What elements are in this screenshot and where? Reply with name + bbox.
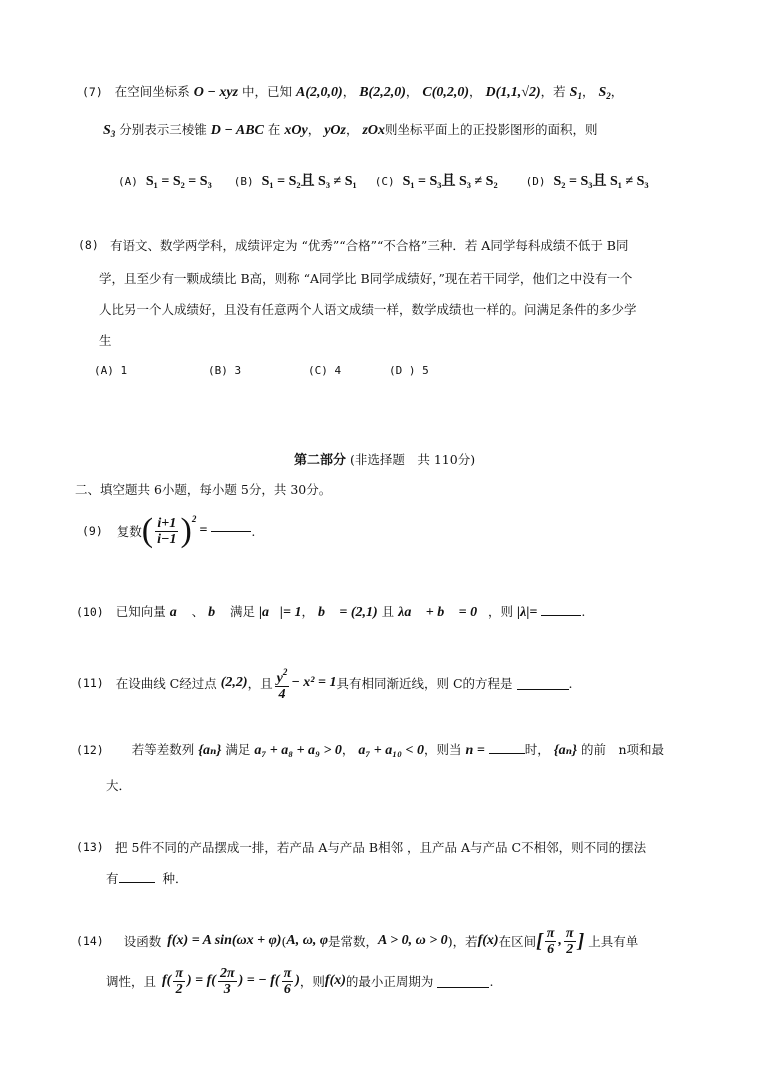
q11-text: ，且 <box>247 676 273 691</box>
q14-equation: f( $\frac{\pi}{2}$ ) = f( $\frac{2\pi}{3}$ ) = − f( $\frac{\pi}{6}$ ) <box>162 965 300 997</box>
q10-line <box>76 602 585 623</box>
q7-s3: $S_3$ <box>103 123 116 139</box>
q7-text: 在 <box>267 122 281 137</box>
q9-end: . <box>251 523 256 539</box>
q7-text: 分别表示三棱锥 <box>119 122 207 137</box>
q10-cond3: λa⃗ + b⃗ = 0⃗ <box>398 605 489 620</box>
q7-sep: ， <box>405 84 419 99</box>
q14-text: 的最小正周期为 <box>345 974 434 989</box>
q7-tetrahedron: D − ABC <box>210 123 264 138</box>
q7-sep: ， <box>345 122 359 137</box>
q8-line3: 人比另一个人成绩好，且没有任意两个人语文成绩一样，数学成绩也一样的。问满足条件的多少学 <box>99 302 637 317</box>
q9-equals: = <box>199 523 208 538</box>
q7-sep: ， <box>469 84 482 99</box>
q9-denominator: i−1 <box>157 531 177 547</box>
q12-text: 的前 n项和最 <box>580 742 664 757</box>
q14-text: 是常数， <box>328 934 379 949</box>
q12-text: ，则当 <box>424 742 462 757</box>
q7-sep: ， <box>307 122 321 137</box>
q7-point-b: B(2,2,0) <box>359 85 406 100</box>
q11-number: (11) <box>76 676 104 690</box>
q12-line2: 大． <box>106 778 132 793</box>
q11-end: . <box>568 675 573 691</box>
q12-cond1: a₇ + a₈ + a₉ > 0 <box>254 743 342 758</box>
q14-f: f(x) <box>324 973 346 988</box>
q8-number: (8) <box>78 238 99 252</box>
q7-sep: ， <box>581 84 595 99</box>
q7-line1 <box>82 82 623 106</box>
q11-answer-blank[interactable] <box>517 689 569 690</box>
q14-end: . <box>489 973 494 989</box>
part2-subtitle: (非选择题 共 110分) <box>350 452 476 467</box>
q12-sequence: {aₙ} <box>553 743 577 758</box>
q10-text: 满足 <box>229 604 255 619</box>
q7-option-a: S₁ = S₂ = S₃ <box>145 174 212 189</box>
part2-title: 第二部分 <box>294 453 347 468</box>
q7-option-b: S₁ = S₂且 S₃ ≠ S₁ <box>261 174 357 189</box>
q10-cond2: b⃗ = (2,1) <box>317 605 378 620</box>
q14-f: f(x) <box>477 933 499 948</box>
q8-option-a: (A) 1 <box>94 364 128 377</box>
q10-text: 已知向量 <box>115 604 166 619</box>
q14-text: 上具有单 <box>588 934 639 949</box>
q8-line4: 生 <box>99 333 112 348</box>
q10-text: 且 <box>381 604 395 619</box>
q10-sep: 、 <box>191 604 205 619</box>
q9-text: 复数 <box>116 524 142 539</box>
q14-line2 <box>106 958 493 1004</box>
q12-text: 时， <box>524 742 550 757</box>
q12-sequence: {aₙ} <box>198 743 222 758</box>
q13-line1: 把 5件不同的产品摆成一排，若产品 A与产品 B相邻 ，且产品 A与产品 C不相邻，则不同的摆法 <box>115 840 647 855</box>
q7-coord-system: O − xyz <box>193 85 239 100</box>
part2-heading <box>294 449 475 468</box>
q7-option-b-label: (B) <box>233 175 254 188</box>
q7-plane-zox: zOx <box>362 123 386 138</box>
q10-vector-b: b⃗ <box>208 605 226 620</box>
q12-number: (12) <box>76 743 104 757</box>
q12-answer-blank[interactable] <box>489 753 525 754</box>
q14-text: ( <box>281 933 287 949</box>
q8-option-d: (D ) 5 <box>389 364 429 377</box>
section-heading: 二、填空题共 6小题，每小题 5分，共 30分。 <box>75 482 332 497</box>
q7-option-c-label: (C) <box>374 175 395 188</box>
q12-line1 <box>76 740 664 761</box>
q9-expression: ( $\frac{i+1}{i-1}$ ) $^2$ = <box>141 512 208 549</box>
q14-condition: A > 0, ω > 0 <box>378 933 448 948</box>
q14-number: (14) <box>76 934 104 948</box>
q10-cond1: |a⃗|= 1 <box>258 605 302 620</box>
q12-cond2: a₇ + a₁₀ < 0 <box>358 743 425 758</box>
q9-line <box>82 508 255 554</box>
q7-s2: $S_2$ <box>598 85 611 101</box>
q11-fraction: $\frac{y^2}{4}$ <box>276 666 288 702</box>
q9-answer-blank[interactable] <box>211 531 251 532</box>
q7-point-d: D(1,1,√2) <box>485 85 541 100</box>
q14-answer-blank[interactable] <box>437 987 489 988</box>
q7-text: 在空间坐标系 <box>114 84 190 99</box>
q14-text: 在区间 <box>498 934 537 949</box>
q8-option-c: (C) 4 <box>308 364 342 377</box>
q14-text: ，则 <box>299 974 325 989</box>
q7-number: (7) <box>82 85 103 99</box>
q7-point-c: C(0,2,0) <box>422 85 470 100</box>
q14-constants: A, ω, φ <box>286 933 329 948</box>
q7-sep: ， <box>342 84 356 99</box>
q10-lambda-abs: |λ|= <box>517 605 538 620</box>
q7-plane-yoz: yOz <box>324 123 346 138</box>
q14-text: )，若 <box>447 934 478 949</box>
q14-text: 调性，且 <box>106 974 157 989</box>
q7-text: ，若 <box>540 84 566 99</box>
q11-equation-rest: − x² = 1 <box>291 675 337 690</box>
q7-option-c: S₁ = S₃且 S₃ ≠ S₂ <box>402 174 498 189</box>
q12-sep: ， <box>341 742 355 757</box>
q14-interval: [ $\frac{\pi}{6}$ , $\frac{\pi}{2}$ ] <box>536 925 585 957</box>
q14-function: f(x) = A sin(ωx + φ) <box>167 933 282 948</box>
q12-text: 若等差数列 <box>131 742 195 757</box>
q7-option-d: S₂ = S₃且 S₁ ≠ S₃ <box>553 174 649 189</box>
q13-number: (13) <box>76 840 104 854</box>
q9-numerator: i+1 <box>157 515 177 531</box>
q7-point-a: A(2,0,0) <box>296 85 343 100</box>
q8-line2: 学，且至少有一颗成绩比 B高，则称 “A同学比 B同学成绩好，”现在若干同学，他们之中没有一个 <box>99 271 633 286</box>
q7-option-a-label: (A) <box>118 175 138 188</box>
q12-n-equals: n = <box>465 743 485 758</box>
q9-power: 2 <box>191 514 197 524</box>
q9-number: (9) <box>82 524 103 538</box>
q7-s1: $S_1$ <box>569 85 582 101</box>
q13-line2 <box>106 869 188 887</box>
q7-sep: ， <box>610 84 624 99</box>
q8-line1: 有语文、数学两学科，成绩评定为 “优秀”“合格”“不合格”三种．若 A同学每科成绩不低于 B同 <box>110 238 629 253</box>
q7-options <box>118 170 649 193</box>
q10-sep: ， <box>301 604 314 619</box>
q10-answer-blank[interactable] <box>541 615 581 616</box>
q10-vector-a: a⃗ <box>169 605 188 620</box>
q7-plane-xoy: xOy <box>284 123 308 138</box>
q11-point: (2,2) <box>220 675 248 690</box>
q7-text: 中，已知 <box>242 84 293 99</box>
q7-text: 则坐标平面上的正投影图形的面积，则 <box>385 122 598 137</box>
q13-text: 有 <box>106 871 119 886</box>
q7-option-d-label: (D) <box>525 175 546 188</box>
q10-end: . <box>581 604 586 619</box>
q11-text: 在设曲线 C经过点 <box>115 676 217 691</box>
q7-line2 <box>103 120 598 144</box>
q13-text: 种． <box>162 871 188 886</box>
q14-text: 设函数 <box>123 934 162 949</box>
q8-option-b: (B) 3 <box>208 364 242 377</box>
q11-line <box>76 660 573 706</box>
q10-text: ，则 <box>488 604 514 619</box>
q12-text: 满足 <box>225 742 251 757</box>
q13-answer-blank[interactable] <box>119 882 155 883</box>
q10-number: (10) <box>76 605 104 619</box>
q11-text: 具有相同渐近线，则 C的方程是 <box>336 676 513 691</box>
